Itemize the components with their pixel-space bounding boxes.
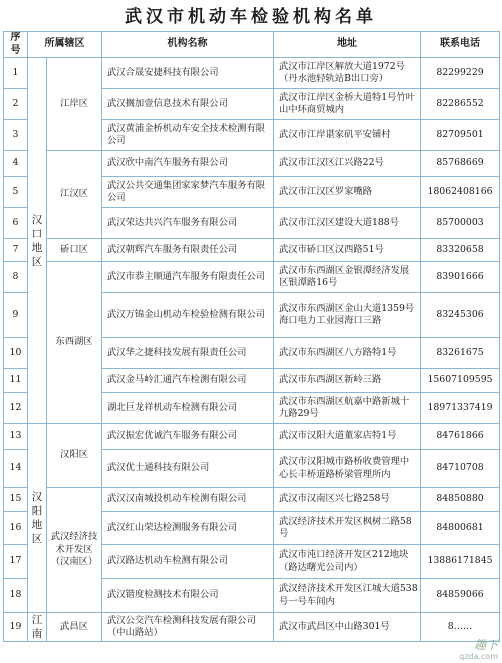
row-phone: 83320658 xyxy=(421,239,500,262)
row-seq: 6 xyxy=(4,208,28,239)
district-jiangan: 江岸区 xyxy=(47,58,102,151)
row-phone: 84800681 xyxy=(421,512,500,545)
row-address: 武汉市江岸区金桥大道特1号竹叶山中环商贸城内 xyxy=(274,89,421,120)
row-name: 武汉红山荣达检测服务有限公司 xyxy=(102,512,274,545)
row-address: 武汉市汉阳大道董家店特1号 xyxy=(274,424,421,450)
row-address: 武汉市汉阳城市路桥收费管理中心长丰桥道路桥梁管理所内 xyxy=(274,450,421,488)
row-address: 武汉市东西湖区金银潭经济发展区银潭路16号 xyxy=(274,262,421,293)
row-name: 武汉华之捷科技发展有限责任公司 xyxy=(102,338,274,369)
table-row xyxy=(4,58,500,89)
row-address: 武汉市沌口经济开发区212地块（路达曙光公司内） xyxy=(274,545,421,579)
row-name: 湖北巨龙祥机动车检测有限公司 xyxy=(102,393,274,424)
table-row xyxy=(4,613,500,642)
row-phone: 18971337419 xyxy=(421,393,500,424)
row-address: 武汉市江汉区罗家嘴路 xyxy=(274,177,421,208)
row-address: 武汉经济技术开发区江城大道538号一号车间内 xyxy=(274,579,421,613)
district-dongxihu: 东西湖区 xyxy=(47,262,102,424)
table-row xyxy=(4,151,500,177)
row-phone: 84859066 xyxy=(421,579,500,613)
row-address: 武汉市江岸区解放大道1972号（丹水池轻轨站B出口旁） xyxy=(274,58,421,89)
header-district: 所属辖区 xyxy=(28,32,102,58)
row-seq: 4 xyxy=(4,151,28,177)
row-seq: 8 xyxy=(4,262,28,293)
row-name: 武汉市恭主顺通汽车服务有限责任公司 xyxy=(102,262,274,293)
header-name: 机构名称 xyxy=(102,32,274,58)
row-address: 武汉市东西湖区航嘉中路新城十九路29号 xyxy=(274,393,421,424)
table-row xyxy=(4,239,500,262)
row-phone: 84761866 xyxy=(421,424,500,450)
row-seq: 7 xyxy=(4,239,28,262)
district-jingkai: 武汉经济技术开发区（汉南区） xyxy=(47,488,102,613)
row-phone: 13886171845 xyxy=(421,545,500,579)
row-name: 武汉锴度检测技术有限公司 xyxy=(102,579,274,613)
row-seq: 2 xyxy=(4,89,28,120)
table-row xyxy=(4,424,500,450)
row-seq: 12 xyxy=(4,393,28,424)
row-phone: 18062408166 xyxy=(421,177,500,208)
row-seq: 1 xyxy=(4,58,28,89)
region-jiangnan: 江南 xyxy=(28,613,47,642)
row-name: 武汉优士通科技有限公司 xyxy=(102,450,274,488)
row-phone: 8…… xyxy=(421,613,500,642)
row-name: 武汉金马岭汇通汽车检测有限公司 xyxy=(102,369,274,393)
district-qiaokou: 硚口区 xyxy=(47,239,102,262)
watermark-logo xyxy=(442,639,498,661)
row-address: 武汉市东西湖区新岭三路 xyxy=(274,369,421,393)
row-address: 武汉市汉南区兴七路258号 xyxy=(274,488,421,512)
header-phone: 联系电话 xyxy=(421,32,500,58)
row-seq: 11 xyxy=(4,369,28,393)
row-seq: 3 xyxy=(4,120,28,151)
district-hanyang: 汉阳区 xyxy=(47,424,102,488)
table-row xyxy=(4,488,500,512)
region-hankou: 汉口地区 xyxy=(28,58,47,424)
header-address: 地址 xyxy=(274,32,421,58)
row-address: 武汉市江汉区建设大道188号 xyxy=(274,208,421,239)
district-jianghan: 江汉区 xyxy=(47,151,102,239)
table-row xyxy=(4,262,500,293)
row-name: 武汉搁加壹信息技术有限公司 xyxy=(102,89,274,120)
row-name: 武汉朝辉汽车服务有限责任公司 xyxy=(102,239,274,262)
row-name: 武汉欣中南汽车服务有限公司 xyxy=(102,151,274,177)
row-seq: 9 xyxy=(4,293,28,338)
table-header-row xyxy=(4,32,500,58)
row-seq: 5 xyxy=(4,177,28,208)
row-address: 武汉市江岸谌家矶平安铺村 xyxy=(274,120,421,151)
row-address: 武汉经济技术开发区枫树二路58号 xyxy=(274,512,421,545)
row-name: 武汉公交汽车检测科技发展有限公司（中山路站） xyxy=(102,613,274,642)
row-phone: 84710708 xyxy=(421,450,500,488)
page-title: 武汉市机动车检验机构名单 xyxy=(125,7,377,27)
row-phone: 82286552 xyxy=(421,89,500,120)
row-seq: 10 xyxy=(4,338,28,369)
watermark-main: 趣下 xyxy=(473,638,498,652)
region-hanyang: 汉阳地区 xyxy=(28,424,47,613)
row-name: 武汉万锦金山机动车检验检测有限公司 xyxy=(102,293,274,338)
row-address: 武汉市东西湖区金山大道1359号海口电力工业园海口三路 xyxy=(274,293,421,338)
row-phone: 83245306 xyxy=(421,293,500,338)
row-address: 武汉市江汉区江兴路22号 xyxy=(274,151,421,177)
row-address: 武汉市武昌区中山路301号 xyxy=(274,613,421,642)
row-phone: 83901666 xyxy=(421,262,500,293)
inspection-table xyxy=(3,31,500,642)
row-seq: 19 xyxy=(4,613,28,642)
header-seq: 序号 xyxy=(4,32,28,58)
row-address: 武汉市硚口区汉西路51号 xyxy=(274,239,421,262)
row-phone: 83261675 xyxy=(421,338,500,369)
row-address: 武汉市东西湖区八方路特1号 xyxy=(274,338,421,369)
row-phone: 85768669 xyxy=(421,151,500,177)
row-name: 武汉合晟安捷科技有限公司 xyxy=(102,58,274,89)
row-name: 武汉荣达共兴汽车服务有限公司 xyxy=(102,208,274,239)
row-phone: 82299229 xyxy=(421,58,500,89)
row-phone: 85700003 xyxy=(421,208,500,239)
watermark-sub: qzda.com xyxy=(459,652,498,661)
row-phone: 84850880 xyxy=(421,488,500,512)
row-name: 武汉汉南城投机动车检测有限公司 xyxy=(102,488,274,512)
row-seq: 13 xyxy=(4,424,28,450)
row-name: 武汉振宏优诚汽车服务有限公司 xyxy=(102,424,274,450)
district-wuchang: 武昌区 xyxy=(47,613,102,642)
row-seq: 15 xyxy=(4,488,28,512)
row-seq: 14 xyxy=(4,450,28,488)
row-seq: 16 xyxy=(4,512,28,545)
row-phone: 15607109595 xyxy=(421,369,500,393)
row-name: 武汉公共交通集团家家梦汽车服务有限公司 xyxy=(102,177,274,208)
row-seq: 17 xyxy=(4,545,28,579)
row-name: 武汉黄浦金桥机动车安全技术检测有限公司 xyxy=(102,120,274,151)
row-phone: 82709501 xyxy=(421,120,500,151)
row-name: 武汉路达机动车检测有限公司 xyxy=(102,545,274,579)
row-seq: 18 xyxy=(4,579,28,613)
